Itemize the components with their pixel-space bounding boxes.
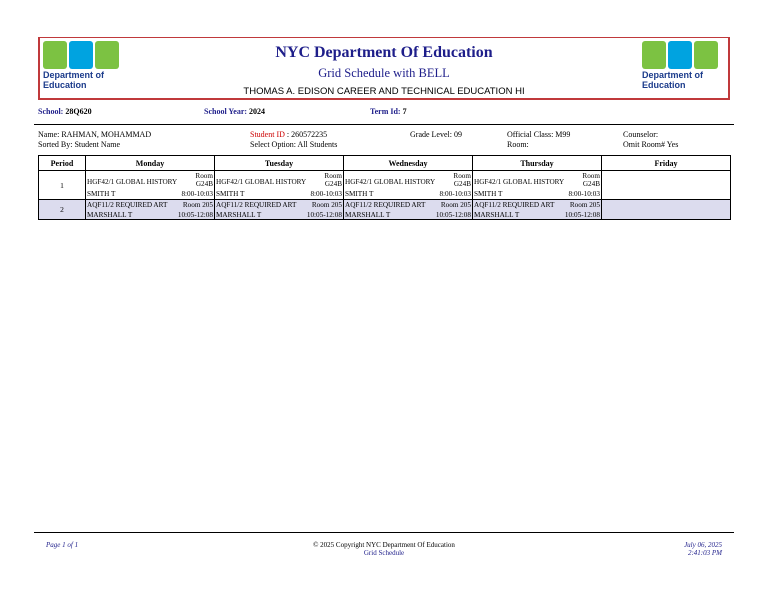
class-time: 10:05-12:08 — [435, 211, 471, 219]
term-id-value: 7 — [402, 107, 407, 116]
class-time: 8:00-10:03 — [439, 190, 471, 198]
schedule-cell-tuesday — [215, 200, 344, 220]
teacher-name: SMITH T — [216, 190, 245, 198]
class-time: 10:05-12:08 — [177, 211, 213, 219]
room-number: Room G24B — [453, 172, 471, 188]
school-year-field: School Year: 2024 — [204, 107, 266, 116]
teacher-name: SMITH T — [345, 190, 374, 198]
grade-level: Grade Level: 09 — [410, 130, 462, 139]
school-name: THOMAS A. EDISON CAREER AND TECHNICAL EDUCATION HI — [243, 86, 525, 97]
course-code: AQF11/2 REQUIRED ART — [216, 201, 297, 209]
schedule-cell-wednesday — [344, 200, 473, 220]
period-cell: 1 — [39, 171, 86, 200]
logo-text: Department of Education — [642, 70, 704, 90]
schedule-cell-thursday — [473, 200, 602, 220]
report-subtitle: Grid Schedule with BELL — [318, 66, 450, 80]
header-tuesday: Tuesday — [215, 156, 344, 171]
school-year-value: 2024 — [249, 107, 266, 116]
teacher-name: MARSHALL T — [216, 211, 262, 219]
period-cell: 2 — [39, 200, 86, 220]
teacher-name: MARSHALL T — [474, 211, 520, 219]
report-name: Grid Schedule — [363, 549, 405, 557]
course-code: AQF11/2 REQUIRED ART — [87, 201, 168, 209]
schedule-grid — [38, 155, 731, 220]
print-time: 2:41:03 PM — [687, 549, 722, 557]
footer-date-block — [684, 541, 722, 557]
schedule-cell-tuesday — [215, 171, 344, 200]
teacher-name: SMITH T — [87, 190, 116, 198]
room-number: Room 205 — [182, 201, 213, 209]
footer-divider — [34, 532, 734, 533]
nyc-doe-logo-right — [642, 41, 720, 91]
schedule-cell-friday — [602, 200, 731, 220]
footer-copyright-block — [0, 541, 768, 557]
sorted-by: Sorted By: Student Name — [38, 140, 120, 149]
report-header — [38, 37, 730, 100]
school-field: School: 28Q620 — [38, 107, 92, 116]
room: Room: — [507, 140, 529, 149]
room-number: Room 205 — [311, 201, 342, 209]
schedule-cell-wednesday — [344, 171, 473, 200]
header-friday: Friday — [602, 156, 731, 171]
print-date: July 06, 2025 — [684, 541, 722, 549]
schedule-cell-monday — [86, 171, 215, 200]
official-class: Official Class: M99 — [507, 130, 571, 139]
room-number: Room 205 — [440, 201, 471, 209]
course-code: AQF11/2 REQUIRED ART — [474, 201, 555, 209]
class-time: 8:00-10:03 — [310, 190, 342, 198]
logo-text: Department of Education — [43, 70, 105, 90]
teacher-name: MARSHALL T — [87, 211, 133, 219]
class-time: 8:00-10:03 — [181, 190, 213, 198]
course-code: HGF42/1 GLOBAL HISTORY — [345, 178, 436, 186]
class-time: 10:05-12:08 — [564, 211, 600, 219]
header-monday: Monday — [86, 156, 215, 171]
schedule-cell-monday — [86, 200, 215, 220]
teacher-name: SMITH T — [474, 190, 503, 198]
class-time: 10:05-12:08 — [306, 211, 342, 219]
grid-header-row — [39, 156, 731, 171]
copyright: © 2025 Copyright NYC Department Of Education — [313, 541, 455, 549]
term-id-field: Term Id: 7 — [370, 107, 407, 116]
student-name: Name: RAHMAN, MOHAMMAD — [38, 130, 152, 139]
course-code: AQF11/2 REQUIRED ART — [345, 201, 426, 209]
student-name-block — [38, 130, 151, 150]
nyc-logo-icon — [642, 41, 720, 69]
omit-room: Omit Room# Yes — [623, 140, 679, 149]
header-thursday: Thursday — [473, 156, 602, 171]
page-number: Page 1 of 1 — [46, 541, 79, 549]
schedule-cell-friday — [602, 171, 731, 200]
student-id-value: : 260572235 — [286, 130, 328, 139]
table-row — [39, 200, 731, 220]
teacher-name: MARSHALL T — [345, 211, 391, 219]
course-code: HGF42/1 GLOBAL HISTORY — [216, 178, 307, 186]
room-number: Room 205 — [569, 201, 600, 209]
divider — [34, 124, 734, 125]
class-time: 8:00-10:03 — [568, 190, 600, 198]
official-class-block — [507, 130, 570, 150]
school-value: 28Q620 — [65, 107, 92, 116]
table-row — [39, 171, 731, 200]
report-title: NYC Department Of Education — [275, 44, 493, 61]
course-code: HGF42/1 GLOBAL HISTORY — [474, 178, 565, 186]
room-number: Room G24B — [324, 172, 342, 188]
counselor: Counselor: — [623, 130, 659, 139]
select-option: Select Option: All Students — [250, 140, 338, 149]
course-code: HGF42/1 GLOBAL HISTORY — [87, 178, 178, 186]
student-id-block — [250, 130, 337, 150]
room-number: Room G24B — [582, 172, 600, 188]
student-id-label: Student ID — [250, 130, 285, 139]
header-period: Period — [39, 156, 86, 171]
room-number: Room G24B — [195, 172, 213, 188]
header-wednesday: Wednesday — [344, 156, 473, 171]
counselor-block — [623, 130, 678, 150]
schedule-cell-thursday — [473, 171, 602, 200]
